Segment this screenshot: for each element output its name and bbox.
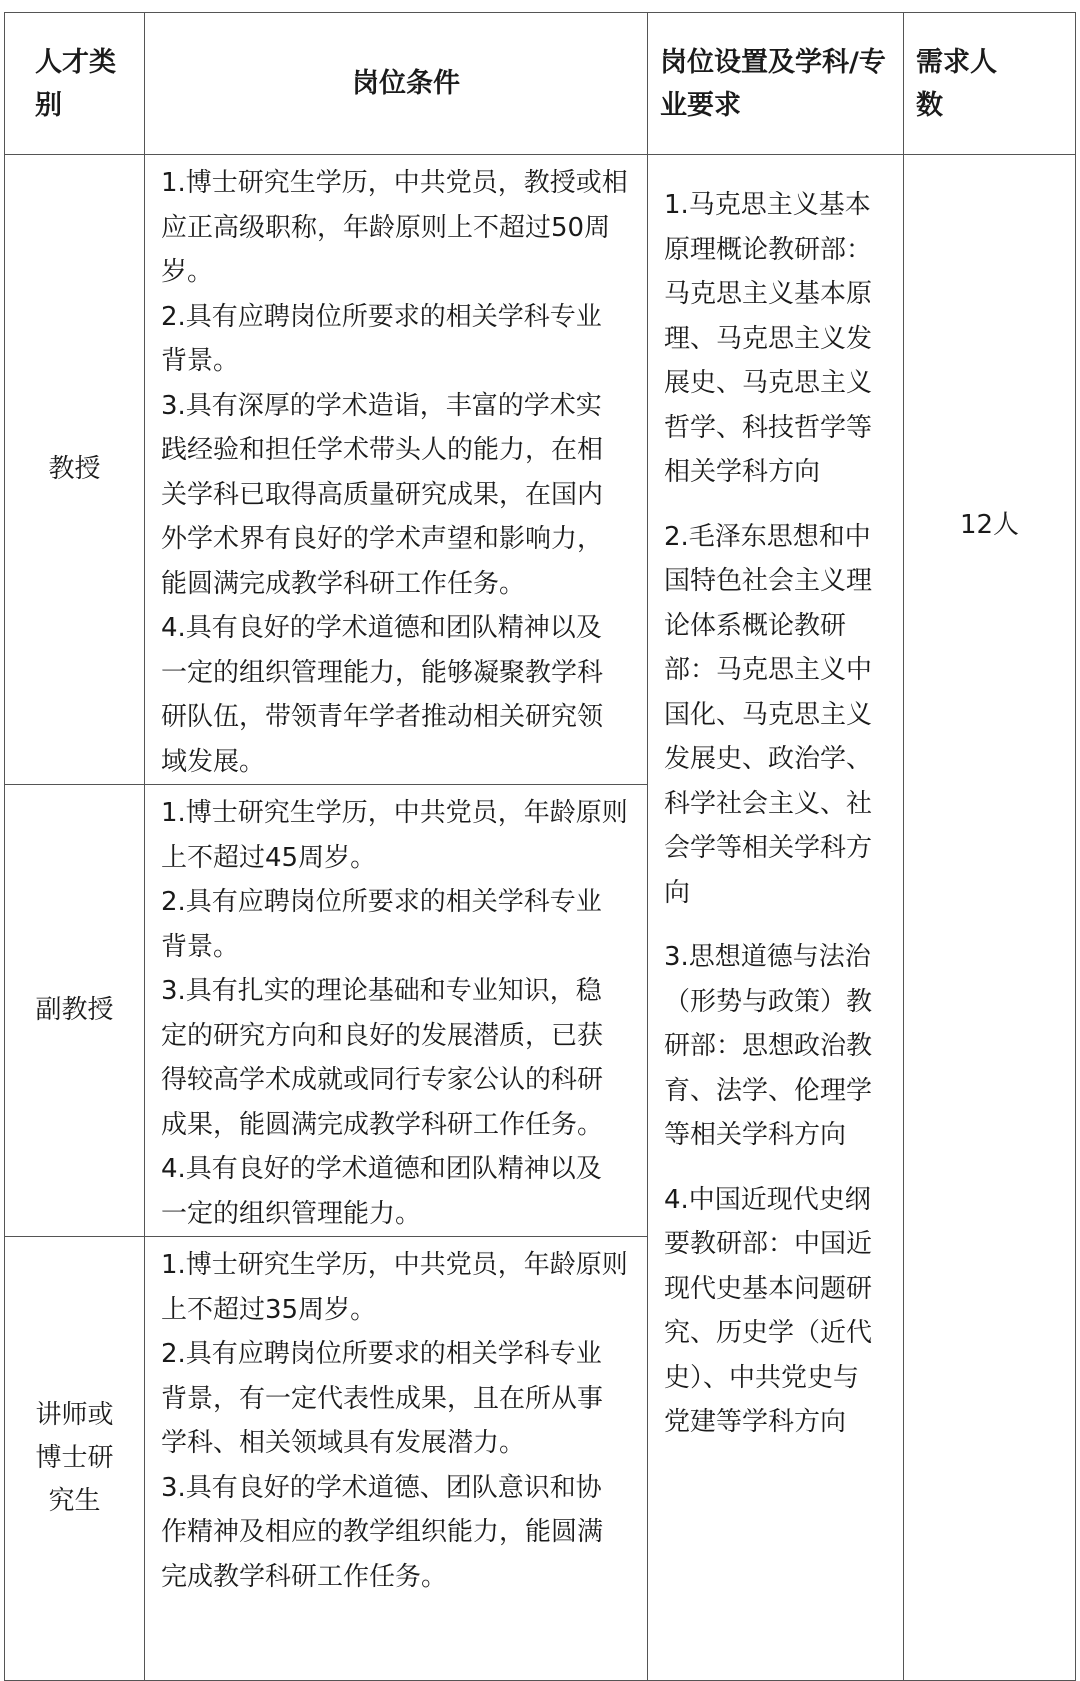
header-requirements [648, 13, 904, 155]
category-lecturer-line-1: 讲师或 [35, 1400, 114, 1430]
condition-line: 上不超过35周岁。 [161, 1294, 377, 1325]
header-row [5, 13, 1076, 155]
conditions-lecturer [145, 1237, 648, 1681]
requirement-line: 理、马克思主义发 [664, 323, 873, 354]
requirement-line: 党建等学科方向 [664, 1407, 847, 1437]
header-count-text [904, 41, 1075, 127]
header-count-line-2: 数 [916, 89, 943, 121]
requirement-line: 4.中国近现代史纲 [664, 1184, 871, 1215]
header-category-line-1: 人才类 [35, 46, 116, 78]
requirement-line: 研部：思想政治教 [664, 1031, 873, 1061]
requirement-line: 究、历史学（近代 [664, 1318, 873, 1348]
requirement-line: 向 [664, 877, 691, 908]
header-category-line-2: 别 [35, 89, 62, 121]
header-requirements-line-2: 业要求 [660, 89, 741, 121]
requirement-line: 论体系概论教研 [664, 610, 847, 641]
condition-line: 3.具有扎实的理论基础和专业知识，稳 [161, 976, 602, 1006]
requirement-line: 2.毛泽东思想和中 [664, 521, 871, 552]
category-professor [5, 155, 145, 785]
count-value: 12人 [959, 510, 1020, 540]
requirement-line: 科学社会主义、社 [664, 788, 873, 819]
requirement-line: 国特色社会主义理 [664, 566, 873, 596]
requirement-line: （形势与政策）教 [664, 986, 873, 1017]
count-cell [904, 155, 1076, 1681]
requirement-line: 发展史、政治学、 [664, 744, 873, 774]
condition-line: 能圆满完成教学科研工作任务。 [161, 568, 526, 599]
requirement-line: 现代史基本问题研 [664, 1273, 873, 1304]
requirement-line: 马克思主义基本原 [664, 279, 873, 309]
condition-line: 3.具有深厚的学术造诣，丰富的学术实 [161, 390, 602, 421]
requirement-line: 等相关学科方向 [664, 1120, 847, 1150]
category-associate-professor-line-1: 副教授 [35, 995, 114, 1025]
requirement-block-1 [664, 183, 895, 495]
requirement-block-4 [664, 1178, 895, 1445]
condition-line: 得较高学术成就或同行专家公认的科研 [161, 1065, 604, 1095]
requirements-cell [648, 155, 904, 1681]
requirement-block-2 [664, 515, 895, 916]
requirement-block-3 [664, 935, 895, 1158]
condition-line: 外学术界有良好的学术声望和影响力， [161, 524, 604, 554]
requirement-line: 部：马克思主义中 [664, 655, 873, 685]
requirement-line: 会学等相关学科方 [664, 833, 873, 863]
category-associate-professor [5, 785, 145, 1237]
category-professor-line-1: 教授 [48, 454, 101, 484]
condition-line: 域发展。 [161, 746, 266, 777]
condition-line: 一定的组织管理能力，能够凝聚教学科 [161, 657, 604, 688]
condition-line: 2.具有应聘岗位所要求的相关学科专业 [161, 301, 602, 332]
table-row-professor [5, 155, 1076, 785]
requirement-line: 展史、马克思主义 [664, 368, 873, 398]
header-requirements-text [648, 41, 903, 127]
condition-line: 应正高级职称，年龄原则上不超过50周 [161, 212, 611, 243]
condition-line: 定的研究方向和良好的发展潜质，已获 [161, 1020, 604, 1051]
requirement-line: 相关学科方向 [664, 457, 821, 487]
condition-line: 1.博士研究生学历，中共党员，年龄原则 [161, 798, 628, 828]
requirement-line: 要教研部：中国近 [664, 1229, 873, 1259]
condition-line: 背景。 [161, 346, 240, 376]
requirement-line: 原理概论教研部： [664, 234, 873, 265]
conditions-associate-professor [145, 785, 648, 1237]
requirement-line: 3.思想道德与法治 [664, 942, 871, 972]
requirement-line: 育、法学、伦理学 [664, 1075, 873, 1106]
condition-line: 一定的组织管理能力。 [161, 1198, 422, 1229]
condition-line: 2.具有应聘岗位所要求的相关学科专业 [161, 1339, 602, 1369]
condition-line: 背景，有一定代表性成果，且在所从事 [161, 1383, 604, 1414]
category-lecturer [5, 1237, 145, 1681]
condition-line: 4.具有良好的学术道德和团队精神以及 [161, 1154, 602, 1184]
requirement-line: 史）、中共党史与 [664, 1362, 860, 1393]
recruitment-table [4, 12, 1076, 1681]
condition-line: 上不超过45周岁。 [161, 842, 377, 873]
condition-line: 3.具有良好的学术道德、团队意识和协 [161, 1472, 602, 1503]
requirement-line: 1.马克思主义基本 [664, 190, 871, 220]
condition-line: 完成教学科研工作任务。 [161, 1561, 448, 1592]
condition-line: 关学科已取得高质量研究成果，在国内 [161, 479, 604, 510]
category-lecturer-line-2: 博士研 [35, 1443, 114, 1473]
header-count-line-1: 需求人 [916, 46, 997, 78]
condition-line: 成果，能圆满完成教学科研工作任务。 [161, 1109, 604, 1140]
condition-line: 学科、相关领域具有发展潜力。 [161, 1428, 526, 1458]
condition-line: 作精神及相应的教学组织能力，能圆满 [161, 1517, 604, 1547]
header-requirements-line-1: 岗位设置及学科/专 [660, 46, 886, 78]
condition-line: 1.博士研究生学历，中共党员，教授或相 [161, 168, 628, 198]
condition-line: 背景。 [161, 931, 240, 962]
header-category-text [5, 41, 144, 127]
header-count [904, 13, 1076, 155]
conditions-professor [145, 155, 648, 785]
condition-line: 践经验和担任学术带头人的能力，在相 [161, 435, 604, 465]
condition-line: 研队伍，带领青年学者推动相关研究领 [161, 702, 604, 732]
condition-line: 2.具有应聘岗位所要求的相关学科专业 [161, 887, 602, 917]
condition-line: 1.博士研究生学历，中共党员，年龄原则 [161, 1250, 628, 1280]
requirement-line: 哲学、科技哲学等 [664, 412, 873, 443]
header-conditions-text: 岗位条件 [352, 68, 460, 99]
header-conditions [145, 13, 648, 155]
condition-line: 4.具有良好的学术道德和团队精神以及 [161, 613, 602, 643]
category-lecturer-line-3: 究生 [48, 1486, 101, 1516]
header-category [5, 13, 145, 155]
requirement-line: 国化、马克思主义 [664, 699, 873, 730]
condition-line: 岁。 [161, 257, 214, 287]
